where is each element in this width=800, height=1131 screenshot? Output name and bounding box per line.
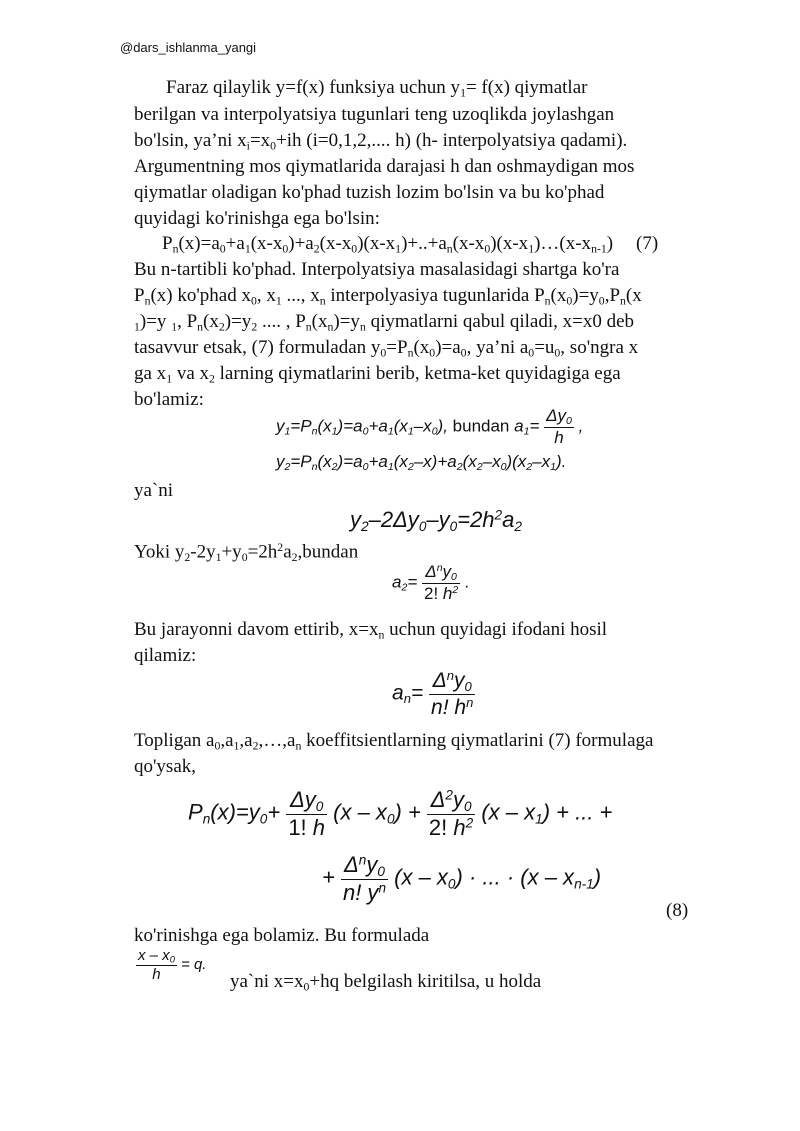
text-line: Topligan $a_0,a_1,a_2,\dots,a_n$ koeffitsientlarning qiymatlarini (7) formulaga	[134, 730, 654, 753]
text-line: Argumentning mos qiymatlarida darajasi h dan oshmaydigan mos	[134, 156, 635, 177]
equation-y1: $y_1=P_n(x_1)=a_0+a_1(x_1-x_0)$, bundan $a_1=$ $\frac{\Delta y_0}{h}$ ,	[276, 406, 584, 447]
text-line: Faraz qilaylik y=f(x) funksiya uchun $y_1= f(x)$ qiymatlar	[166, 77, 588, 100]
text-line: qilamiz:	[134, 645, 197, 666]
text-line: ga $x_1$ va $x_2$ larning qiymatlarini berib, ketma-ket quyidagiga ega	[134, 363, 621, 386]
text-line: Yoki $y_2-2y_1+y_0=2h^2a_2,bundan$	[134, 541, 359, 564]
text-line: Bu n-tartibli ko'phad. Interpolyatsiya masalasidagi shartga ko'ra	[134, 259, 620, 280]
watermark: @dars_ishlanma_yangi	[120, 40, 257, 55]
text-line: berilgan va interpolyatsiya tugunlari teng uzoqlikda joylashgan	[134, 104, 615, 125]
text-line: tasavvur etsak, (7) formuladan $y_0=P_n(x_0)=a_0$, ya’ni $a_0=u_0$, so'ngra x	[134, 337, 639, 360]
formula-8-line2: + $\frac{\Delta^ny_0}{n! y^n}$ $(x - x_0)$ · ... · $(x - x_{n-1})$	[322, 852, 602, 905]
text-line: ya`ni $x=x_0+hq$ belgilash kiritilsa, u holda	[230, 971, 542, 994]
text-line: qo'ysak,	[134, 756, 197, 777]
text-line: ya`ni	[134, 480, 174, 501]
formula-7-number: (7)	[636, 233, 659, 254]
text-line: qiymatlar oladigan ko'phad tuzish lozim bo'lsin va bu ko'phad	[134, 182, 605, 203]
text-line: $_1$)=y $_1$, $P_n(x_2)=y_2$ .... , $P_n(x_n)=y_n$ qiymatlarni qabul qiladi, x=x0 deb	[134, 311, 635, 334]
equation-q: $\frac{x - x_0}{h}$ = q.	[138, 947, 207, 983]
text-line: bo'lsin, ya’ni $x_i=x_0+ih$ (i=0,1,2,.... h) (h- interpolyatsiya qadami).	[134, 130, 628, 153]
text-line: ko'rinishga ega bolamiz. Bu formulada	[134, 925, 430, 946]
formula-7: $P_n(x)=a_0+a_1(x-x_0)+a_2(x-x_0)(x-x_1)+..+a_n(x-x_0)(x-x_1)\dots(x-x_{n-1})$	[162, 233, 614, 256]
equation-y2: $y_2=P_n(x_2)=a_0+a_1(x_2-x)+a_2(x_2-x_0)(x_2-x_1)$.	[276, 452, 567, 473]
formula-8-number: (8)	[666, 900, 689, 921]
text-line: Bu jarayonni davom ettirib, $x=x_n$ uchun quyidagi ifodani hosil	[134, 619, 608, 642]
text-line: bo'lamiz:	[134, 389, 204, 410]
text-line: quyidagi ko'rinishga ega bo'lsin:	[134, 208, 380, 229]
equation-a2: $a_2=$ $\frac{\Delta^ny_0}{2! h^2}$ .	[392, 562, 470, 603]
formula-8-line1: $P_n(x)=y_0+$ $\frac{\Delta y_0}{1! h}$ $(x - x_0)$ + $\frac{\Delta^2y_0}{2! h^2}$ $(x - x_1)$ + ... +	[188, 787, 613, 840]
equation-delta: $y_2-2\Delta y_0-y_0=2h^2a_2$	[350, 507, 522, 534]
text-line: $P_n(x)$ ko'phad $x_0$, $x_1$ ..., $x_n$ interpolyasiya tugunlarida $P_n(x_0)=y_0,P_n(x$	[134, 285, 642, 308]
equation-an: $a_n=$ $\frac{\Delta^ny_0}{n! h^n}$	[392, 668, 474, 719]
